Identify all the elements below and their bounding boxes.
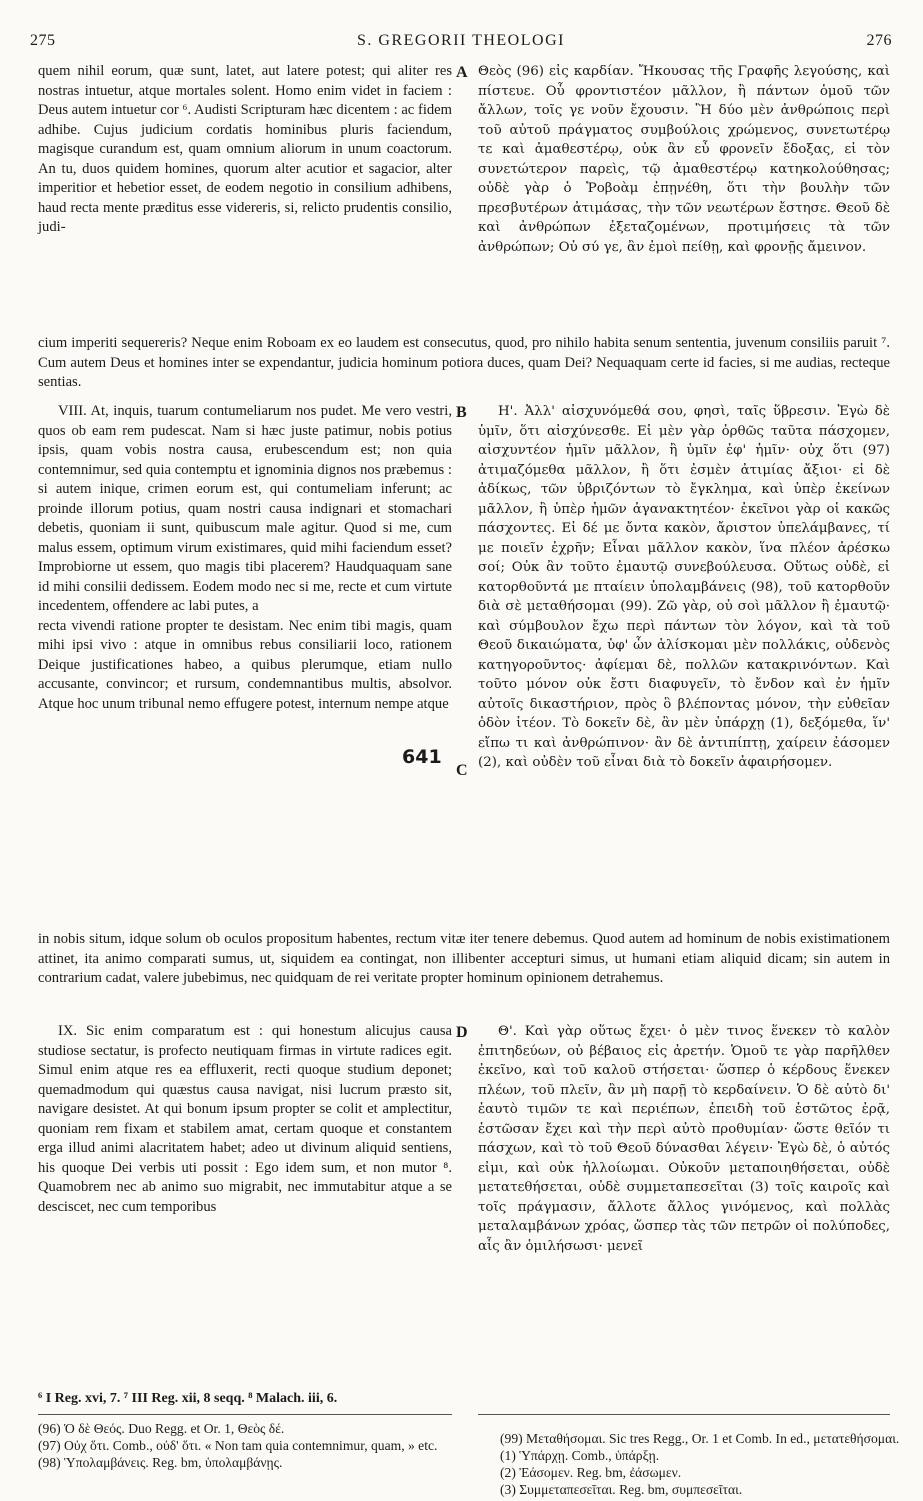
margin-letter-b: B — [456, 404, 467, 421]
latin-column-d — [38, 1022, 452, 1217]
greek-paragraph: Η'. Ἀλλ' αἰσχυνόμεθά σου, φησὶ, ταῖς ὕβρεσιν. Ἐγὼ δὲ ὑμῖν, ὅτι αἰσχύνεσθε. Εἰ μὲν γὰρ ὀρθῶς ταῦτα πάσχομεν, αἰσχυντέον ἡμῖν μᾶλλον, ἢ ὑμῖν ἐφ' ἡμῖν· οὐχ ὅτι (97) ἀτιμαζόμεθα μᾶλλον, ἢ ὅτι ἐσμὲν ἀτιμίας ἄξιοι· εἰ δὲ ἀδίκως, τῶν ὑβριζόντων τὸ ἔγκλημα, καὶ ὑπὲρ ἐκείνων μᾶλλον, ἢ ὑπὲρ ἡμῶν ἀγανακτητέον· ἐκεῖνοι γὰρ οἱ κακῶς πάσχοντες. Εἰ δέ με ὄντα κακὸν, ἄριστον ὑπελάμβανες, τί με ποιεῖν ἐχρῆν; Εἶναι μᾶλλον κακὸν, ἵνα πλέον ἀρέσκω σοί; Οὐκ ἂν τοῦτο ἐμαυτῷ συνεβούλευσα. Οὕτως οὐδὲ, εἰ κατορθοῦντά με πταίειν ὑπολαμβάνεις (98), τοῦ κατορθοῦν διὰ σὲ μεταθήσομαι (99). Ζῶ γὰρ, οὐ σοὶ μᾶλλον ἢ ἐμαυτῷ· καὶ σύμβουλον ἔχω περὶ πάντων τὸν λόγον, καὶ τὰ τοῦ Θεοῦ δικαιώματα, ὑφ' ὧν ἁλίσκομαι μὲν πολλάκις, οὐδενὸς κατηγοροῦντος· ἀφίεμαι δὲ, πολλῶν κατακρινόντων. Καὶ τοῦτο μόνον οὐκ ἔστι διαφυγεῖν, τὸ ἔνδον καὶ ἐν ἡμῖν αὐτοῖς δικαστήριον, πρὸς ὃ βλέποντας μόνον, τὴν εὐθεῖαν ὁδὸν ἰτέον. Τὸ δοκεῖν δὲ, ἂν μὲν ὑπάρχῃ (1), δεξόμεθα, ἵν' εἴπω τι καὶ ἀνθρώπινον· ἂν δὲ ἀντιπίπτῃ, χαίρειν ἐάσομεν (2), καὶ οὐδὲν τοῦ εἶναι διὰ τὸ δοκεῖν ἀφαιρήσομεν. — [478, 404, 890, 770]
right-apparatus-notes — [500, 1430, 900, 1498]
apparatus-note: (99) Μεταθήσομαι. Sic tres Regg., Or. 1 et Comb. In ed., μετατεθήσομαι. — [500, 1431, 900, 1446]
apparatus-note: (96) Ὁ δὲ Θεός. Duo Regg. et Or. 1, Θεὸς δέ. — [38, 1421, 285, 1436]
latin-column-b — [38, 402, 452, 714]
scripture-footnotes: ⁶ I Reg. xvi, 7. ⁷ III Reg. xii, 8 seqq. ⁸ Malach. iii, 6. — [38, 1391, 338, 1406]
margin-letter-c: C — [456, 762, 468, 779]
left-page-number: 275 — [30, 32, 56, 49]
apparatus-note: (3) Συμμεταπεσεῖται. Reg. bm, συμπεσεῖται. — [500, 1482, 743, 1497]
full-width-text-a — [38, 334, 890, 393]
greek-column-b — [478, 402, 890, 773]
apparatus-note: (97) Οὐχ ὅτι. Comb., οὐδ' ὅτι. « Non tam quia contemnimur, quam, » etc. — [38, 1438, 438, 1453]
latin-paragraph: cium imperiti sequereris? Neque enim Roboam ex eo laudem est consecutus, quod, pro nihilo habita senum sententia, juvenum consiliis paruit ⁷. Cum autem Deus et homines inter se expendantur, judicia hominum potiora duces, quam Dei? Nequaquam certe id facies, si me audias, recteque sentias. — [38, 335, 890, 390]
full-width-text-b — [38, 930, 890, 989]
apparatus-note: (2) Ἐάσομεν. Reg. bm, ἐάσωμεν. — [500, 1465, 682, 1480]
latin-paragraph: quem nihil eorum, quæ sunt, latet, aut latere potest; qui aliter res nostras intuetur, atque mortales solent. Homo enim videt in faciem : Deus autem intuetur cor ⁶. Audisti Scripturam hæc dicentem : ac fidem adhibe. Cujus judicium cordatis hominibus pluris faciendum, magisque curandum est, quam omnium aliorum in unum coactorum. An tu, duos quidem homines, quorum alter acutior et sagacior, alter imperitior et hebetior esset, de eodem negotio in consilium adhibens, haud recta mente præditus esse videreris, si, relicto prudentis consilio, judi- — [38, 63, 452, 235]
latin-column-a — [38, 62, 452, 238]
apparatus-note: (98) Ὑπολαμβάνεις. Reg. bm, ὑπολαμβάνῃς. — [38, 1455, 283, 1470]
running-title: S. GREGORII THEOLOGI — [357, 32, 565, 49]
footnote-divider-left — [38, 1414, 452, 1415]
greek-paragraph: Θ'. Καὶ γὰρ οὕτως ἔχει· ὁ μὲν τινος ἕνεκεν τὸ καλὸν ἐπιτηδεύων, οὐ βέβαιος εἰς ἀρετήν. Ὁμοῦ τε γὰρ παρῆλθεν ἐκεῖνο, καὶ τοῦ καλοῦ στήσεται· ὥσπερ ὁ κέρδους ἕνεκεν πλέων, τοῦ πλεῖν, ἂν μὴ παρῇ τὸ κερδαίνειν. Ὁ δὲ αὐτὸ δι' ἑαυτὸ τιμῶν τε καὶ περιέπων, ἐπειδὴ τοῦ ἑστῶτος ἐρᾷ, ἑστῶσαν ἔχει καὶ τὴν περὶ αὐτὸ προθυμίαν· ὥστε θεῖόν τι πάσχων, καὶ τὸ τοῦ Θεοῦ δύνασθαι λέγειν· Ἐγὼ δὲ, ὁ αὐτός εἰμι, καὶ οὐκ ἠλλοίωμαι. Οὐκοῦν μεταποιηθήσεται, οὐδὲ μετατεθήσεται, οὐδὲ συμμεταπεσεῖται (3) τοῖς καιροῖς καὶ τοῖς πράγμασιν, ἄλλοτε ἄλλος γινόμενος, καὶ πολλὰς μεταλαμβάνων χρόας, ὥσπερ τὰς τῶν πετρῶν οἱ πολύποδες, αἷς ἂν ὁμιλήσωσι· μενεῖ — [478, 1024, 890, 1254]
right-page-number: 276 — [866, 32, 892, 49]
latin-paragraph: recta vivendi ratione propter te desistam. Nec enim tibi magis, quam mihi ipsi vivo : atque in omnibus rebus consiliarii loco, rationem Deique justificationes habeo, a quibus plerumque, etiam nullo accusante, convincor; et rursum, condemnantibus multis, absolvor. Atque hoc unum tribunal nemo effugere potest, internum nempe atque — [38, 617, 452, 712]
latin-paragraph: VIII. At, inquis, tuarum contumeliarum nos pudet. Me vero vestri, quos ob eam rem pudescat. Nam si hæc juste patimur, nobis potius ipsis, quam vobis nostra causa, erubescendum est; non quia contemnimur, sed quia contemptu et ignominia dignos nos præbemus : si autem inique, crimen eorum est, qui contumeliam inferunt; ac proinde illorum potius, quam nostri causa indignari et stomachari debetis, quoniam ii sunt, quibuscum male agitur. Quod si me, cum malus essem, optimum virum existimares, quid mihi faciendum esset? Improbiorne ut essem, quo magis tibi placerem? Haudquaquam sane id mihi consilii dedissem. Eodem modo nec si me, recte et cum virtute incedentem, offendere ac labi putes, a — [38, 403, 452, 614]
latin-paragraph: in nobis situm, idque solum ob oculos propositum habentes, rectum vitæ iter tenere debemus. Quod autem ad hominum de nobis existimationem attinet, ita animo comparati sumus, ut, siquidem ea contingat, non illibenter accepturi simus, ut humani etiam aliquid dicam; sin autem in contrarium cadat, valere jubebimus, nec quidquam de rei veritate propter hominum opinionem detrahemus. — [38, 931, 890, 986]
page-signature-number: 641 — [402, 746, 442, 768]
left-apparatus-notes — [38, 1420, 452, 1471]
footnote-divider-right — [478, 1414, 890, 1415]
margin-letter-d: D — [456, 1024, 468, 1041]
running-header — [30, 32, 892, 54]
greek-paragraph: Θεὸς (96) εἰς καρδίαν. Ἤκουσας τῆς Γραφῆς λεγούσης, καὶ πίστευε. Οὗ φροντιστέον μᾶλλον, ἢ πάντων ὁμοῦ τῶν ἄλλων, τοῖς γε νοῦν ἔχουσιν. Ἢ δύο μὲν ἀνθρώποις περὶ τοῦ αὐτοῦ πράγματος συμβούλοις χρώμενος, συνετωτέρῳ τε καὶ ἀμαθεστέρῳ, οὐκ ἂν εὖ φρονεῖν ἔδοξας, εἰ τὸν συνετώτερον παρεὶς, τῷ ἀμαθεστέρῳ κατηκολούθησας; οὐδὲ γὰρ ὁ Ῥοβοὰμ ἐπῃνέθη, ὅτι τὴν βουλὴν τῶν πρεσβυτέρων ἀτιμάσας, τὴν τῶν νεωτέρων ἔστησε. Θεοῦ δὲ καὶ ἀνθρώπων ἐξεταζομένων, προτιμήσεις τὰ τῶν ἀνθρώπων; Οὐ σύ γε, ἂν ἐμοὶ πείθῃ, καὶ φρονῇς ἄμεινον. — [478, 64, 890, 255]
greek-column-d — [478, 1022, 890, 1256]
latin-paragraph: IX. Sic enim comparatum est : qui honestum alicujus causa studiose sectatur, is profecto neutiquam firmas in virtute radices egit. Simul enim atque res ea effluxerit, recti quoque studium deponet; quemadmodum qui quæstus causa navigat, nisi lucrum præsto sit, navigare desistet. At qui bonum ipsum propter se colit et amplectitur, quoniam rem fixam et stabilem amat, certam quoque et constantem erga illud animi alacritatem habet; adeo ut divinum aliquid sentiens, his quoque Dei verbis uti possit : Ego idem sum, et non mutor ⁸. Quamobrem nec ab animo suo migrabit, nec immutabitur atque a se desciscet, nec cum temporibus — [38, 1023, 452, 1215]
margin-letter-a: A — [456, 64, 468, 81]
greek-column-a — [478, 62, 890, 257]
apparatus-note: (1) Ὑπάρχῃ. Comb., ὑπάρξῃ. — [500, 1448, 660, 1463]
